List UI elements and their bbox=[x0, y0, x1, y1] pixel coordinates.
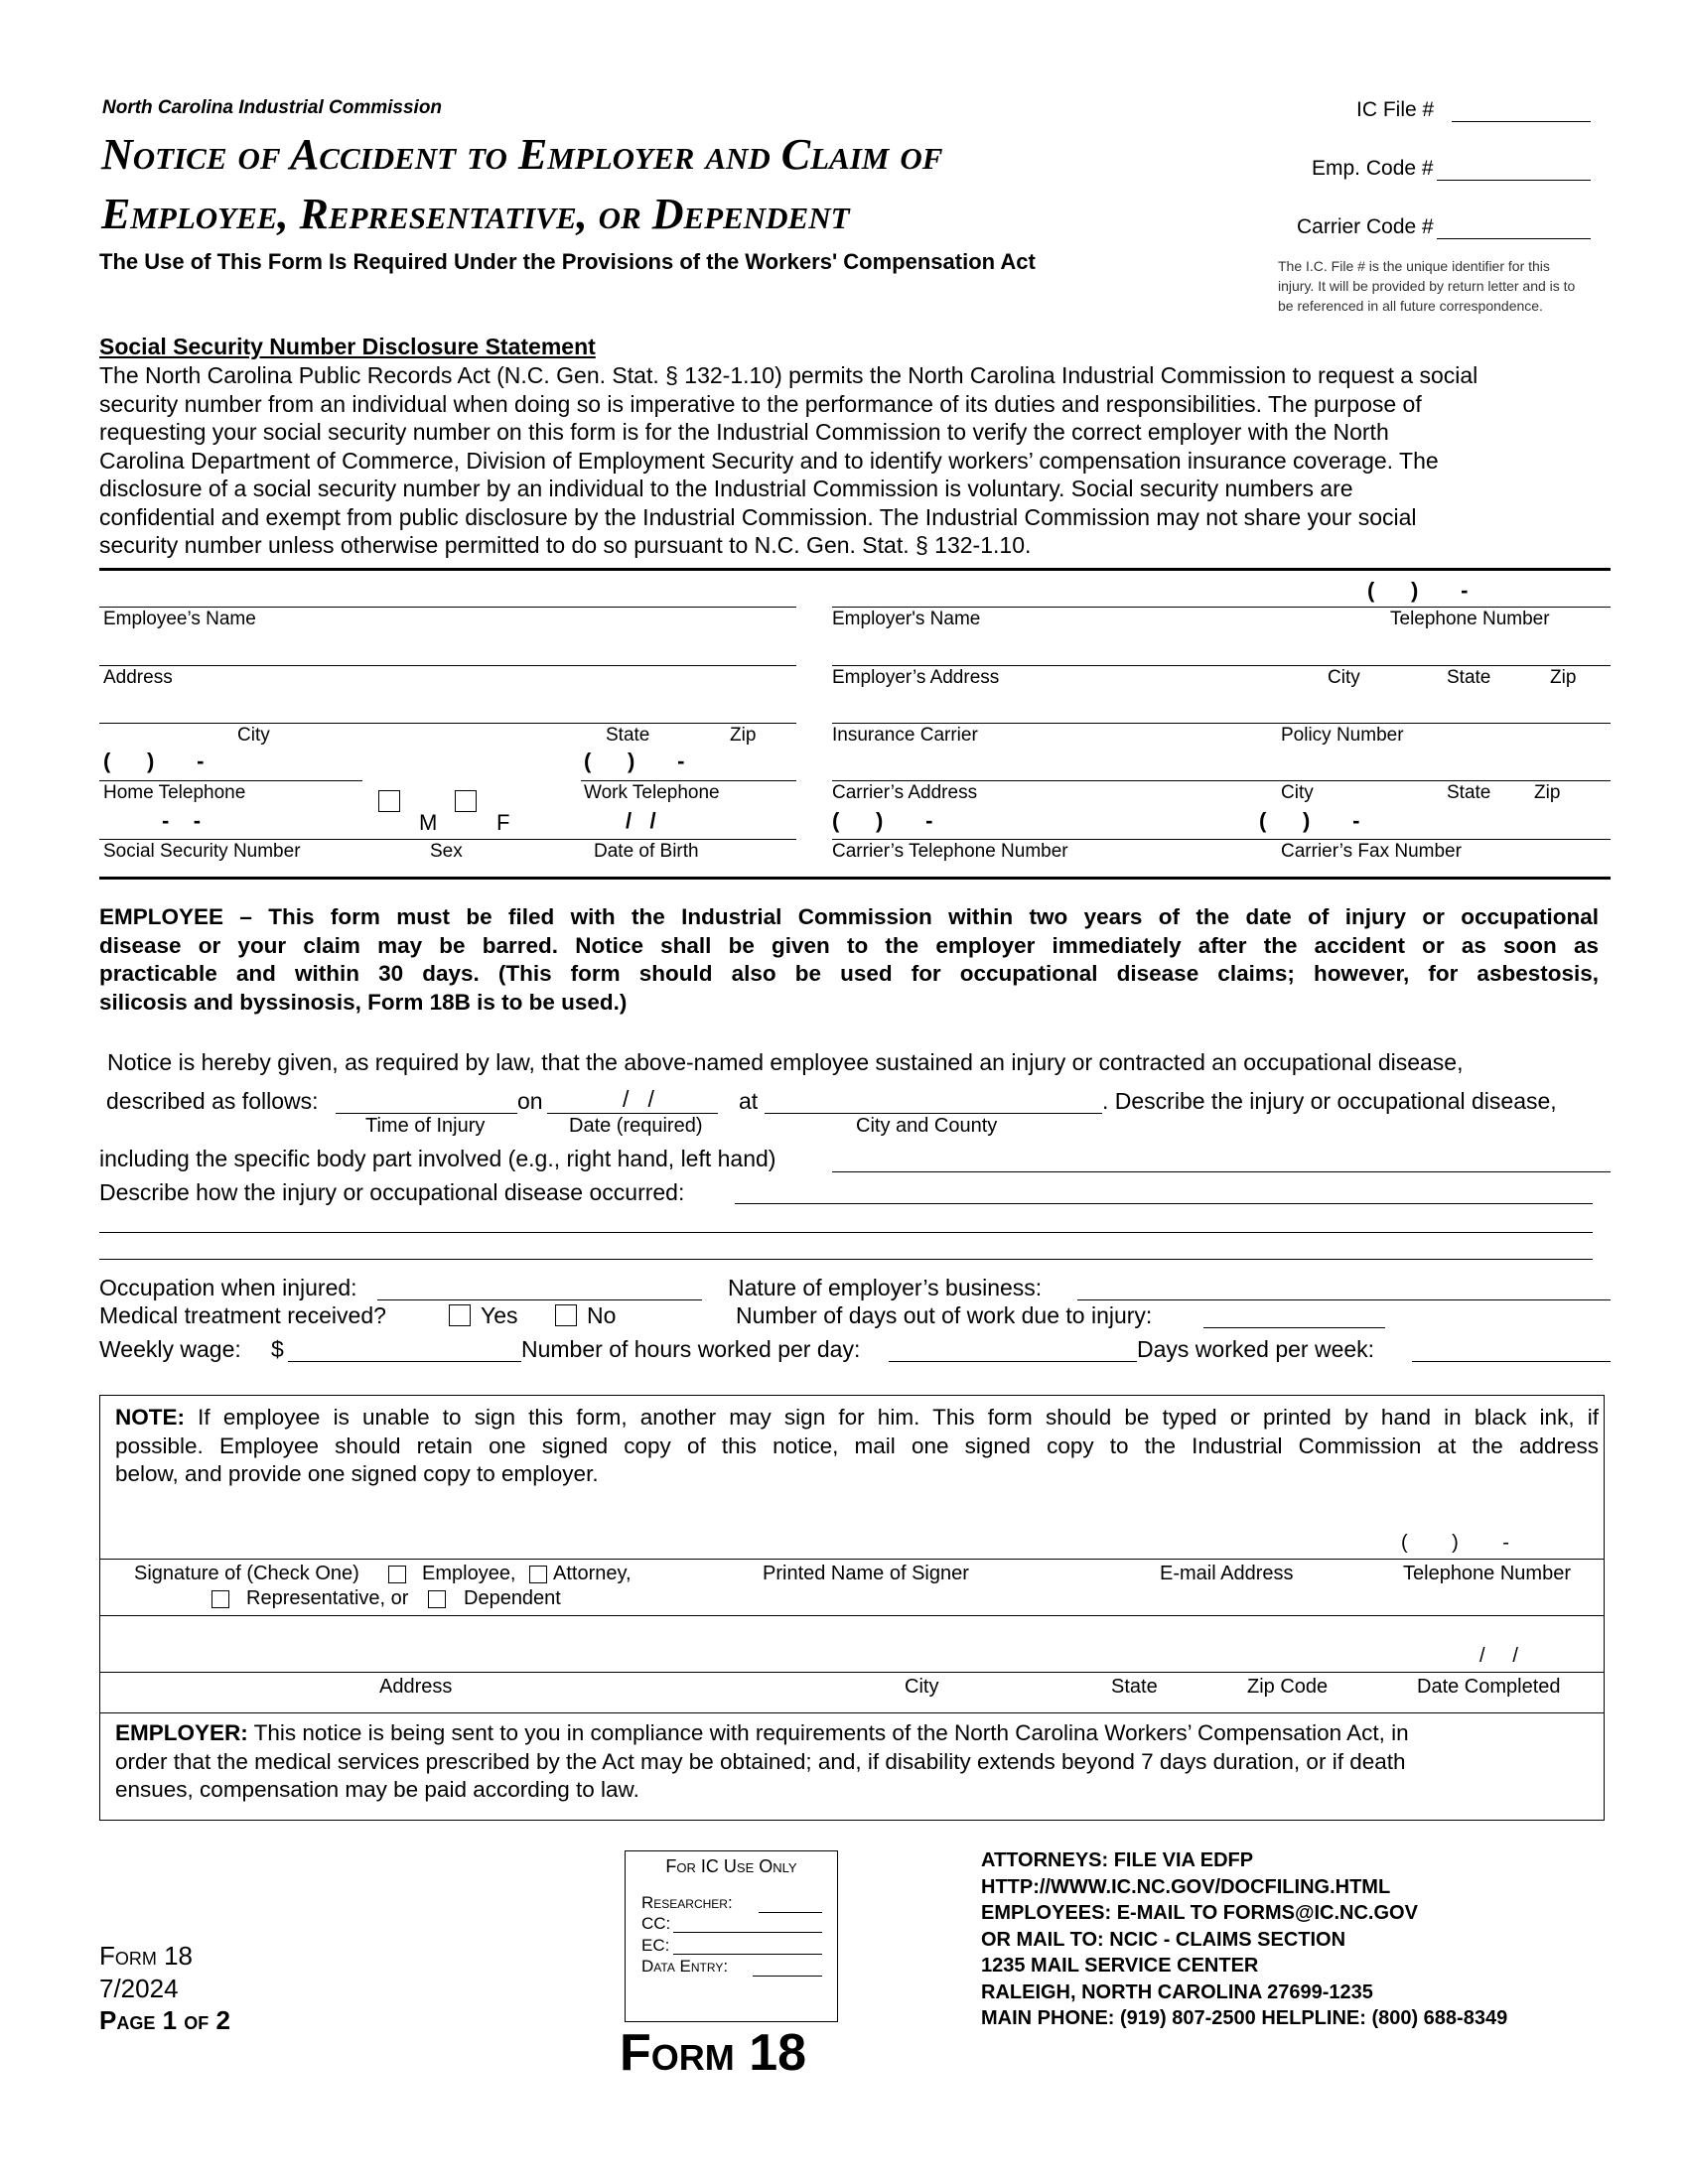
medical-yes-label: Yes bbox=[481, 1302, 518, 1328]
carrier-address-field[interactable] bbox=[832, 780, 1611, 781]
signer-dependent-label: Dependent bbox=[464, 1587, 561, 1609]
date-completed-label: Date Completed bbox=[1417, 1676, 1561, 1698]
ic-file-label: IC File # bbox=[1356, 98, 1435, 121]
email-label: E-mail Address bbox=[1160, 1563, 1294, 1584]
employee-name-label: Employee’s Name bbox=[103, 609, 256, 629]
cc-label: CC: bbox=[641, 1914, 671, 1933]
date-required-label: Date (required) bbox=[569, 1115, 703, 1137]
cc-field[interactable] bbox=[673, 1932, 822, 1933]
employee-notice-line: silicosis and byssinosis, Form 18B is to be used.) bbox=[99, 989, 628, 1015]
ssn-template: - - bbox=[162, 808, 202, 833]
ic-file-field[interactable] bbox=[1452, 121, 1591, 122]
ic-file-note: The I.C. File # is the unique identifier for this injury. It will be provided by return letter and is to be referenced in all future correspondence. bbox=[1278, 258, 1576, 314]
employee-filing-notice bbox=[99, 903, 1599, 1017]
employee-city-state-zip-field[interactable] bbox=[99, 723, 796, 724]
signer-zip-label: Zip Code bbox=[1247, 1676, 1329, 1698]
filing-line: ATTORNEYS: FILE VIA EDFP bbox=[981, 1849, 1254, 1871]
notice-line1: Notice is hereby given, as required by law, that the above-named employee sustained an injury or contracted an occupational disease, bbox=[107, 1049, 1464, 1075]
sex-m-label: M bbox=[419, 810, 438, 835]
ssn-line: requesting your social security number on this form is for the Industrial Commission to verify the correct employer with the North bbox=[99, 419, 1389, 445]
date-template: / / bbox=[623, 1086, 654, 1112]
note-label: NOTE: bbox=[115, 1405, 185, 1430]
how-occurred-label: Describe how the injury or occupational disease occurred: bbox=[99, 1179, 685, 1205]
work-phone-template: ( ) - bbox=[584, 749, 685, 773]
employee-zip-label: Zip bbox=[730, 725, 757, 746]
how-occurred-field[interactable] bbox=[735, 1203, 1593, 1204]
ssn-line: confidential and exempt from public disclosure by the Industrial Commission. The Industrial Commission may not share your social bbox=[99, 503, 1417, 530]
signer-phone-template: ( ) - bbox=[1401, 1532, 1509, 1554]
carrier-code-field[interactable] bbox=[1437, 238, 1591, 239]
employer-name-field[interactable] bbox=[832, 607, 1611, 608]
nature-business-field[interactable] bbox=[1077, 1299, 1611, 1300]
employer-notice-text bbox=[115, 1719, 1599, 1805]
date-completed-template: / / bbox=[1479, 1645, 1518, 1667]
described-label: described as follows: bbox=[106, 1088, 319, 1114]
dob-label: Date of Birth bbox=[594, 841, 699, 862]
ec-label: EC: bbox=[641, 1936, 670, 1955]
form-18-large: Form 18 bbox=[620, 2024, 807, 2082]
dollar-sign: $ bbox=[271, 1336, 284, 1362]
signer-representative-label: Representative, or bbox=[246, 1587, 409, 1609]
carrier-zip-label: Zip bbox=[1534, 782, 1561, 803]
signer-attorney-label: Attorney, bbox=[553, 1563, 632, 1584]
form-subtitle: The Use of This Form Is Required Under the Provisions of the Workers' Compensation Act bbox=[99, 249, 1036, 274]
carrier-fax-template: ( ) - bbox=[1259, 808, 1360, 833]
sex-f-label: F bbox=[496, 810, 510, 835]
employer-state-label: State bbox=[1447, 667, 1491, 688]
describe-tail: . Describe the injury or occupational disease, bbox=[1102, 1088, 1557, 1114]
sex-male-checkbox[interactable] bbox=[378, 790, 400, 812]
box-divider bbox=[99, 1615, 1605, 1616]
ssn-disclosure-text bbox=[99, 361, 1609, 560]
carrier-phone-template: ( ) - bbox=[832, 808, 933, 833]
body-part-label: including the specific body part involved (e.g., right hand, left hand) bbox=[99, 1146, 776, 1171]
data-entry-label: Data Entry: bbox=[641, 1957, 729, 1976]
sex-label: Sex bbox=[430, 841, 463, 862]
how-occurred-field-line2[interactable] bbox=[99, 1232, 1593, 1233]
policy-number-label: Policy Number bbox=[1281, 725, 1404, 746]
ssn-line: security number from an individual when doing so is imperative to the performance of its duties and responsibilities. The purpose of bbox=[99, 390, 1422, 417]
note-text bbox=[115, 1404, 1599, 1489]
medical-yes-checkbox[interactable] bbox=[449, 1304, 471, 1326]
dob-template: / / bbox=[626, 808, 656, 833]
researcher-label: Researcher: bbox=[641, 1893, 733, 1912]
filing-line: OR MAIL TO: NCIC - CLAIMS SECTION bbox=[981, 1928, 1346, 1951]
filing-line: RALEIGH, NORTH CAROLINA 27699-1235 bbox=[981, 1980, 1373, 2003]
city-county-field[interactable] bbox=[765, 1113, 1102, 1114]
employer-city-label: City bbox=[1328, 667, 1360, 688]
employer-line: This notice is being sent to you in compliance with requirements of the North Carolina Workers’ Compensation Act, in bbox=[247, 1720, 1409, 1745]
note-line: If employee is unable to sign this form, another may sign for him. This form should be typed or printed by hand in black ink, if bbox=[185, 1405, 1599, 1430]
data-entry-field[interactable] bbox=[753, 1976, 822, 1977]
agency-name: North Carolina Industrial Commission bbox=[102, 97, 443, 118]
ic-use-only-title: For IC Use Only bbox=[665, 1856, 797, 1876]
days-out-label: Number of days out of work due to injury: bbox=[736, 1302, 1153, 1328]
employer-address-field[interactable] bbox=[832, 665, 1611, 666]
form-title-line2: Employee, Representative, or Dependent bbox=[101, 190, 850, 238]
employee-address-field[interactable] bbox=[99, 665, 796, 666]
signer-dependent-checkbox[interactable] bbox=[428, 1590, 446, 1608]
medical-treatment-label: Medical treatment received? bbox=[99, 1302, 386, 1328]
employer-line: order that the medical services prescribed by the Act may be obtained; and, if disability extends beyond 7 days duration, or if death bbox=[115, 1748, 1406, 1774]
filing-line: MAIN PHONE: (919) 807-2500 HELPLINE: (800) 688-8349 bbox=[981, 2007, 1508, 2029]
telephone-label: Telephone Number bbox=[1403, 1563, 1571, 1584]
carrier-state-label: State bbox=[1447, 782, 1491, 803]
form-revision: 7/2024 bbox=[99, 1974, 179, 2003]
ssn-line: disclosure of a social security number by an individual to the Industrial Commission is voluntary. Social security numbers are bbox=[99, 476, 1353, 501]
on-label: on bbox=[517, 1088, 543, 1114]
home-phone-field[interactable] bbox=[99, 780, 362, 781]
sex-female-checkbox[interactable] bbox=[455, 790, 477, 812]
ssn-label: Social Security Number bbox=[103, 841, 301, 862]
ssn-line: The North Carolina Public Records Act (N.C. Gen. Stat. § 132-1.10) permits the North Carolina Industrial Commission to request a social bbox=[99, 362, 1478, 388]
signer-representative-checkbox[interactable] bbox=[211, 1590, 229, 1608]
employee-notice-line: EMPLOYEE – This form must be filed with the Industrial Commission within two years of the date of injury or occupational bbox=[99, 904, 1599, 929]
ssn-heading: Social Security Number Disclosure Statement bbox=[99, 334, 596, 359]
employee-notice-line: disease or your claim may be barred. Notice shall be given to the employer immediately after the accident or as soon as bbox=[99, 932, 1599, 958]
home-phone-template: ( ) - bbox=[103, 749, 205, 773]
days-per-week-field[interactable] bbox=[1412, 1361, 1611, 1362]
carrier-fax-label: Carrier’s Fax Number bbox=[1281, 841, 1462, 862]
printed-name-label: Printed Name of Signer bbox=[763, 1563, 969, 1584]
employer-name-label: Employer's Name bbox=[832, 609, 981, 629]
signer-address-label: Address bbox=[379, 1676, 453, 1698]
emp-code-field[interactable] bbox=[1437, 180, 1591, 181]
time-of-injury-label: Time of Injury bbox=[365, 1115, 486, 1137]
box-divider bbox=[99, 1712, 1605, 1713]
filing-line: 1235 MAIL SERVICE CENTER bbox=[981, 1955, 1259, 1977]
days-out-field[interactable] bbox=[1203, 1327, 1385, 1328]
date-of-injury-field[interactable] bbox=[547, 1113, 718, 1114]
carrier-city-label: City bbox=[1281, 782, 1314, 803]
ssn-line: security number unless otherwise permitted to do so pursuant to N.C. Gen. Stat. § 132-1.10. bbox=[99, 532, 1032, 558]
insurance-carrier-field[interactable] bbox=[832, 723, 1611, 724]
emp-code-label: Emp. Code # bbox=[1312, 157, 1434, 180]
insurance-carrier-label: Insurance Carrier bbox=[832, 725, 978, 746]
medical-no-label: No bbox=[587, 1302, 617, 1328]
signer-state-label: State bbox=[1111, 1676, 1158, 1698]
work-phone-label: Work Telephone bbox=[584, 782, 720, 803]
employer-phone-label: Telephone Number bbox=[1390, 609, 1550, 629]
signature-row-field[interactable] bbox=[99, 1559, 1605, 1560]
employee-name-field[interactable] bbox=[99, 607, 796, 608]
signer-employee-checkbox[interactable] bbox=[388, 1566, 406, 1583]
filing-instructions bbox=[981, 1847, 1507, 2032]
employee-notice-line: practicable and within 30 days. (This form should also be used for occupational disease claims; however, for asbestosis, bbox=[99, 961, 1599, 986]
section-divider bbox=[99, 568, 1611, 571]
filing-line: EMPLOYEES: E-MAIL TO FORMS@IC.NC.GOV bbox=[981, 1902, 1418, 1924]
employer-line: ensues, compensation may be paid according to law. bbox=[115, 1777, 639, 1802]
nature-business-label: Nature of employer’s business: bbox=[728, 1275, 1043, 1300]
signer-city-label: City bbox=[905, 1676, 939, 1698]
hours-per-day-field[interactable] bbox=[889, 1361, 1137, 1362]
employer-label: EMPLOYER: bbox=[115, 1720, 248, 1745]
employee-city-label: City bbox=[237, 725, 270, 746]
note-line: possible. Employee should retain one signed copy of this notice, mail one signed copy to the Industrial Commission at the address bbox=[115, 1433, 1599, 1458]
employer-zip-label: Zip bbox=[1550, 667, 1577, 688]
days-per-week-label: Days worked per week: bbox=[1137, 1336, 1375, 1362]
occupation-field[interactable] bbox=[377, 1299, 702, 1300]
page-indicator: Page 1 of 2 bbox=[99, 2005, 230, 2035]
carrier-code-label: Carrier Code # bbox=[1297, 215, 1434, 238]
form-number-label: Form 18 bbox=[99, 1941, 194, 1971]
ssn-line: Carolina Department of Commerce, Division of Employment Security and to identify workers’ compensation insurance coverage. The bbox=[99, 447, 1439, 474]
address-row-field[interactable] bbox=[99, 1672, 1605, 1673]
work-phone-field[interactable] bbox=[581, 780, 796, 781]
filing-line: HTTP://WWW.IC.NC.GOV/DOCFILING.HTML bbox=[981, 1875, 1391, 1898]
note-line: below, and provide one signed copy to employer. bbox=[115, 1461, 599, 1486]
ssn-sex-dob-field[interactable] bbox=[99, 839, 796, 840]
ec-field[interactable] bbox=[673, 1954, 822, 1955]
signature-of-label: Signature of (Check One) bbox=[134, 1563, 359, 1584]
body-part-field[interactable] bbox=[832, 1171, 1611, 1172]
researcher-field[interactable] bbox=[759, 1912, 822, 1913]
employer-phone-template: ( ) - bbox=[1367, 578, 1469, 603]
how-occurred-field-line3[interactable] bbox=[99, 1259, 1593, 1260]
signer-employee-label: Employee, bbox=[422, 1563, 516, 1584]
carrier-address-label: Carrier’s Address bbox=[832, 782, 978, 803]
occupation-label: Occupation when injured: bbox=[99, 1275, 357, 1300]
carrier-phone-label: Carrier’s Telephone Number bbox=[832, 841, 1068, 862]
weekly-wage-label: Weekly wage: bbox=[99, 1336, 241, 1362]
weekly-wage-field[interactable] bbox=[288, 1361, 521, 1362]
employee-address-label: Address bbox=[103, 667, 173, 688]
employer-address-label: Employer’s Address bbox=[832, 667, 1000, 688]
form-title-line1: Notice of Accident to Employer and Claim of bbox=[101, 130, 943, 179]
home-phone-label: Home Telephone bbox=[103, 782, 246, 803]
employee-state-label: State bbox=[606, 725, 650, 746]
time-of-injury-field[interactable] bbox=[336, 1113, 517, 1114]
city-county-label: City and County bbox=[856, 1115, 998, 1137]
at-label: at bbox=[739, 1088, 759, 1114]
hours-per-day-label: Number of hours worked per day: bbox=[521, 1336, 861, 1362]
section-divider bbox=[99, 877, 1611, 880]
medical-no-checkbox[interactable] bbox=[555, 1304, 577, 1326]
carrier-phone-fax-field[interactable] bbox=[832, 839, 1611, 840]
signer-attorney-checkbox[interactable] bbox=[529, 1566, 547, 1583]
